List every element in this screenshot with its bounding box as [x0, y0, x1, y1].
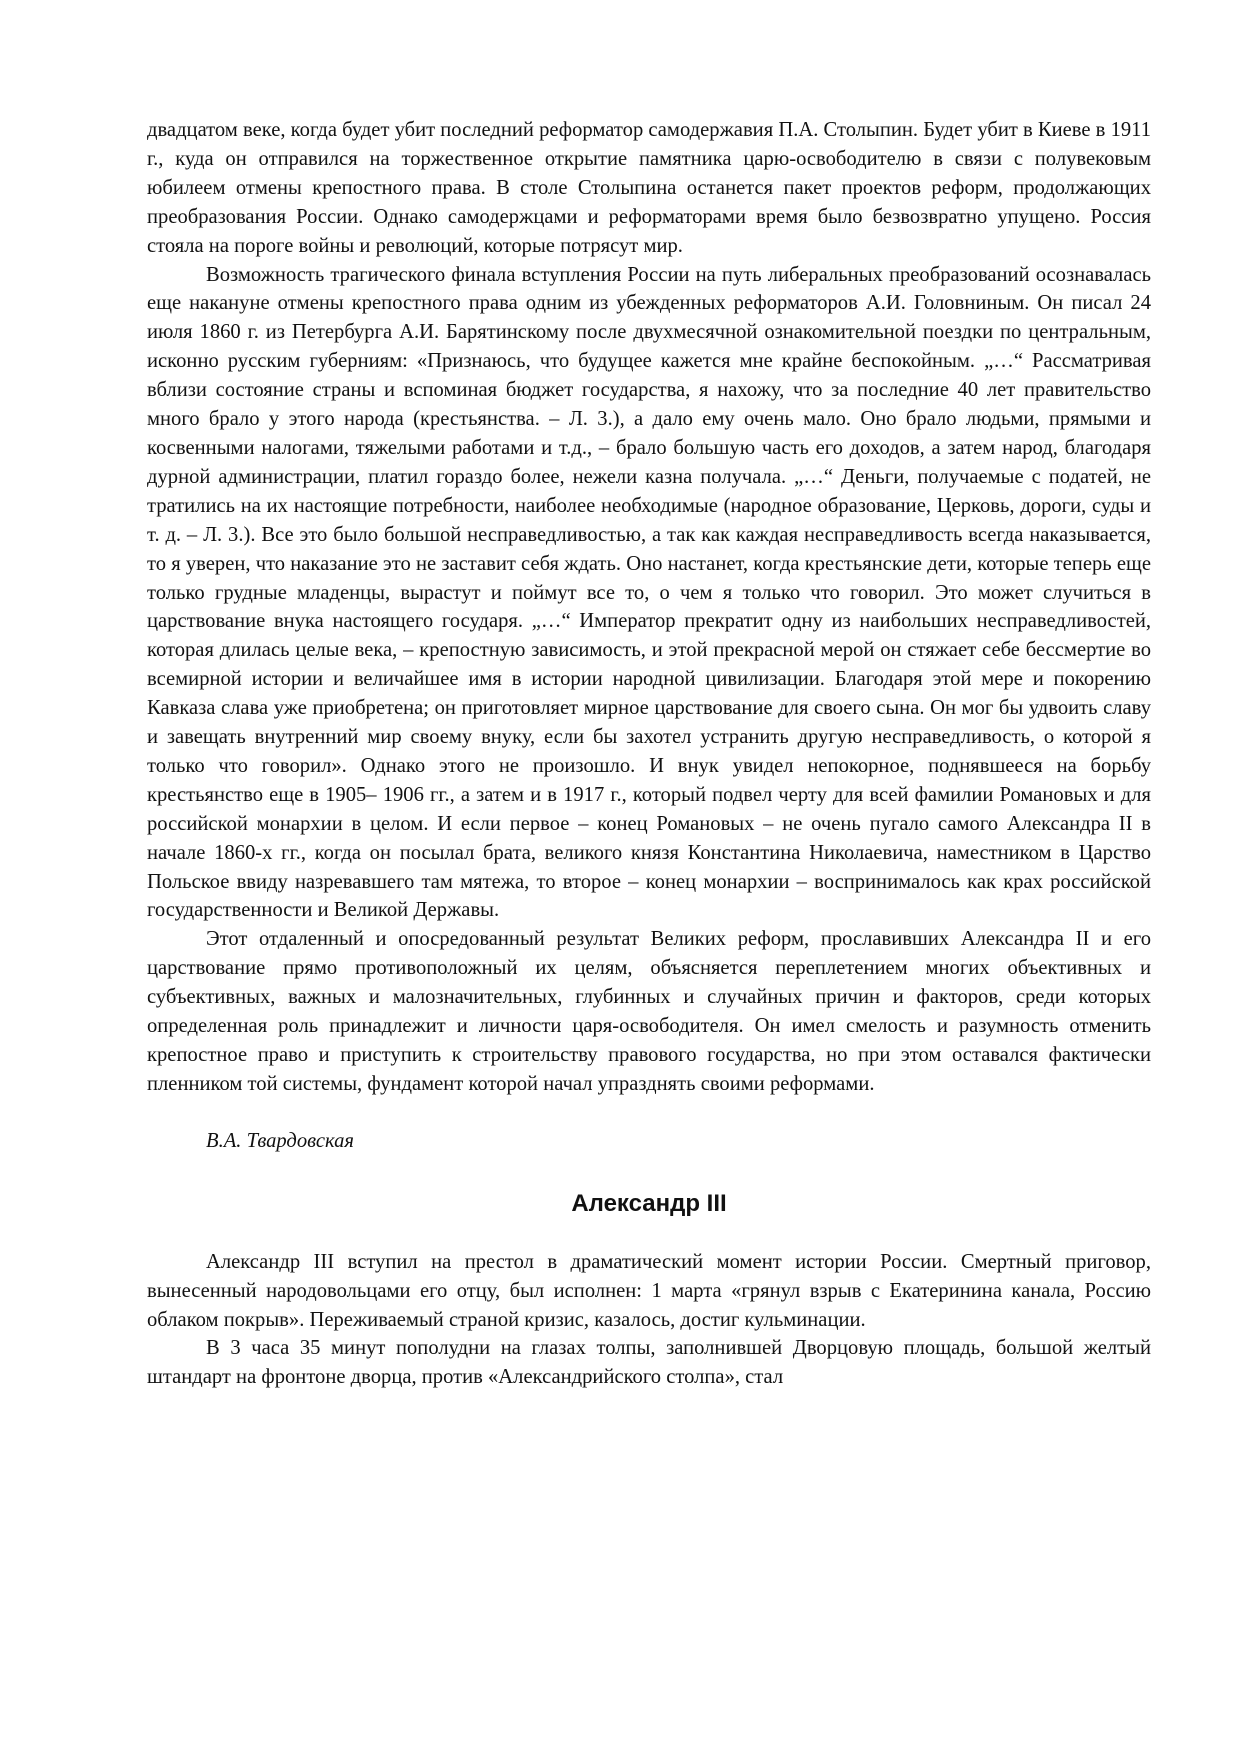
paragraph: Возможность трагического финала вступления России на путь либеральных преобразований осознавалась еще накануне отмены крепостного права одним из убежденных реформаторов А.И. Головниным. Он писал 24 июля 1860 г. из Петербурга А.И. Барятинскому после двухмесячной ознакомительной поездки по центральным, исконно русским губерниям: «Признаюсь, что будущее кажется мне крайне беспокойным. „…“ Рассматривая вблизи состояние страны и вспоминая бюджет государства, я нахожу, что за последние 40 лет правительство много брало у этого народа (крестьянства. – Л. 3.), а дало ему очень мало. Оно брало людьми, прямыми и косвенными налогами, тяжелыми работами и т.д., – брало большую часть его доходов, а затем народ, благодаря дурной администрации, платил гораздо более, нежели казна получала. „…“ Деньги, получаемые с податей, не тратились на их настоящие потребности, наиболее необходимые (народное образование, Церковь, дороги, суды и т. д. – Л. 3.). Все это было большой несправедливостью, а так как каждая несправедливость всегда наказывается, то я уверен, что наказание это не заставит себя ждать. Оно настанет, когда крестьянские дети, которые теперь еще только грудные младенцы, вырастут и поймут все то, о чем я только что говорил. Это может случиться в царствование внука настоящего государя. „…“ Император прекратит одну из наибольших несправедливостей, которая длилась целые века, – крепостную зависимость, и этой прекрасной мерой он стяжает себе бессмертие во всемирной истории и величайшее имя в истории народной цивилизации. Благодаря этой мере и покорению Кавказа слава уже приобретена; он приготовляет мирное царствование для своего сына. Он мог бы удвоить славу и завещать внутренний мир своему внуку, если бы захотел устранить другую несправедливость, о которой я только что говорил». Однако этого не произошло. И внук увидел непокорное, поднявшееся на борьбу крестьянство еще в 1905– 1906 гг., а затем и в 1917 г., который подвел черту для всей фамилии Романовых и для российской монархии в целом. И если первое – конец Романовых – не очень пугало самого Александра II в начале 1860-х гг., когда он посылал брата, великого князя Константина Николаевича, наместником в Царство Польское ввиду назревавшего там мятежа, то второе – конец монархии – воспринималось как крах российской государственности и Великой Державы.	[147, 263, 1151, 922]
paragraph: Александр III вступил на престол в драматический момент истории России. Смертный приговор, вынесенный народовольцами его отцу, был исполнен: 1 марта «грянул взрыв с Екатеринина канала, Россию облаком покрыв». Переживаемый страной кризис, казалось, достиг кульминации.	[147, 1250, 1151, 1331]
paragraph: Этот отдаленный и опосредованный результат Великих реформ, прославивших Александра II и его царствование прямо противоположный их целям, объясняется переплетением многих объективных и субъективных, важных и малозначительных, глубинных и случайных причин и факторов, среди которых определенная роль принадлежит и личности царя-освободителя. Он имел смелость и разумность отменить крепостное право и приступить к строительству правового государства, но при этом оставался фактически пленником той системы, фундамент которой начал упразднять своими реформами.	[147, 928, 1151, 1095]
author-signature: В.А. Твардовская	[206, 1129, 354, 1152]
document-page	[147, 116, 1151, 1392]
paragraph: двадцатом веке, когда будет убит последний реформатор самодержавия П.А. Столыпин. Будет убит в Киеве в 1911 г., куда он отправился на торжественное открытие памятника царю-освободителю в связи с полувековым юбилеем отмены крепостного права. В столе Столыпина останется пакет проектов реформ, продолжающих преобразования России. Однако самодержцами и реформаторами время было безвозвратно упущено. Россия стояла на пороге войны и революций, которые потрясут мир.	[147, 119, 1151, 257]
paragraph: В 3 часа 35 минут пополудни на глазах толпы, заполнившей Дворцовую площадь, большой желтый штандарт на фронтоне дворца, против «Александрийского столпа», стал	[147, 1337, 1151, 1389]
section-heading: Александр III	[571, 1189, 727, 1217]
